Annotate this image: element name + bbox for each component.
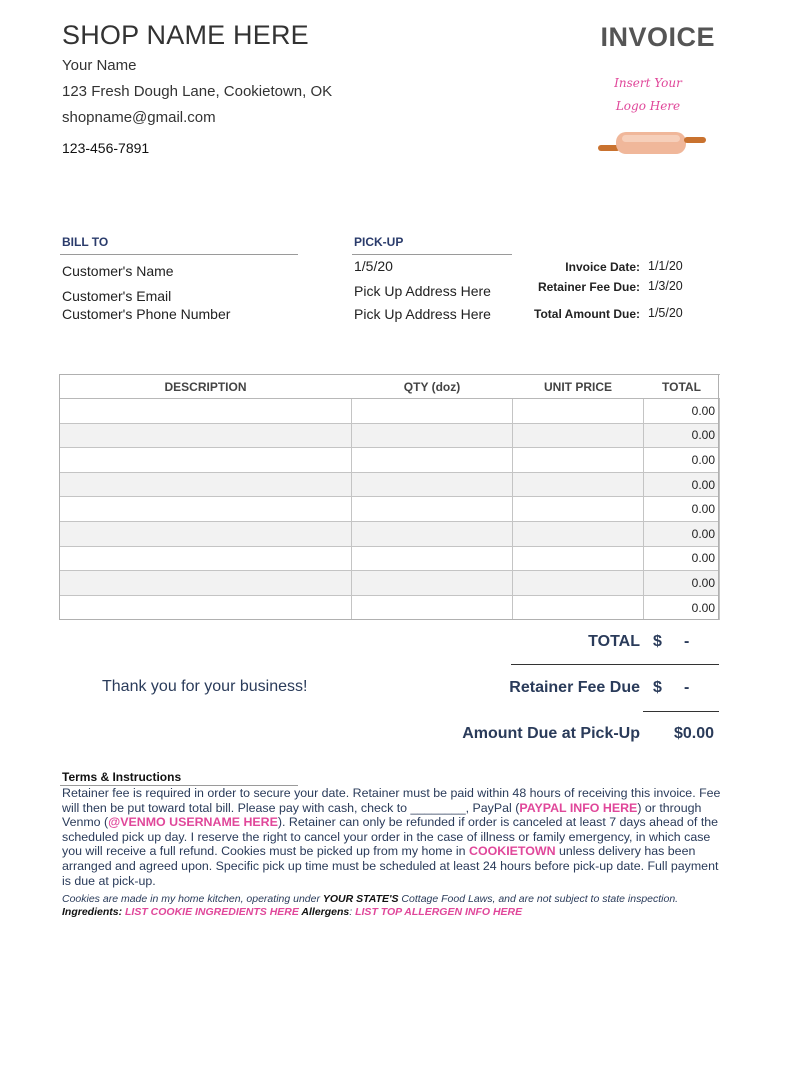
owner-name: Your Name	[62, 57, 137, 74]
col-header-unit-price: UNIT PRICE	[513, 375, 644, 399]
table-row	[60, 595, 720, 620]
terms-text-1: Retainer fee is required in order to secure your date. Retainer must be paid within 48 hours of receiving this invoice. Fee will then be put toward total bill. Please pay with cash, check to ________, PayPal (	[62, 786, 721, 815]
total-cell: 0.00	[644, 423, 720, 448]
unit-price-cell[interactable]	[513, 399, 644, 424]
terms-text-2: ) or through Venmo (	[62, 800, 702, 830]
qty-cell[interactable]	[352, 423, 513, 448]
unit-price-cell[interactable]	[513, 595, 644, 620]
table-row	[60, 448, 720, 473]
col-header-total: TOTAL	[644, 375, 720, 399]
cottage-food-line	[62, 893, 742, 906]
paypal-info: PAYPAL INFO HERE	[519, 800, 638, 815]
table-row	[60, 399, 720, 424]
state-name: YOUR STATE'S	[322, 893, 399, 905]
bill-to-rule	[60, 254, 298, 255]
town-name: COOKIETOWN	[469, 844, 556, 859]
invoice-date-value: 1/1/20	[648, 259, 683, 273]
shop-email: shopname@gmail.com	[62, 109, 216, 126]
retainer-rule	[643, 711, 719, 712]
total-cell: 0.00	[644, 571, 720, 596]
pickup-rule	[352, 254, 512, 255]
allergens-colon: :	[349, 906, 353, 918]
logo-text-line2: Logo Here	[615, 99, 681, 113]
amount-due-label: Amount Due at Pick-Up	[462, 725, 640, 742]
retainer-fee-currency: $	[653, 679, 662, 696]
venmo-username: @VENMO USERNAME HERE	[108, 815, 278, 830]
qty-cell[interactable]	[352, 521, 513, 546]
description-cell[interactable]	[60, 546, 352, 571]
unit-price-cell[interactable]	[513, 571, 644, 596]
customer-email: Customer's Email	[62, 288, 172, 304]
rolling-pin-icon	[598, 126, 710, 158]
table-row	[60, 472, 720, 497]
ingredients-label: Ingredients:	[62, 906, 123, 918]
total-due-value: 1/5/20	[648, 306, 683, 320]
pickup-address-1: Pick Up Address Here	[354, 283, 491, 299]
table-row	[60, 423, 720, 448]
unit-price-cell[interactable]	[513, 521, 644, 546]
pickup-address-2: Pick Up Address Here	[354, 306, 491, 322]
terms-body	[62, 786, 722, 888]
qty-cell[interactable]	[352, 448, 513, 473]
description-cell[interactable]	[60, 521, 352, 546]
description-cell[interactable]	[60, 399, 352, 424]
table-row	[60, 497, 720, 522]
description-cell[interactable]	[60, 423, 352, 448]
bill-to-label: BILL TO	[62, 235, 109, 249]
description-cell[interactable]	[60, 472, 352, 497]
items-table	[59, 374, 720, 620]
retainer-fee-label: Retainer Fee Due	[509, 679, 640, 696]
qty-cell[interactable]	[352, 571, 513, 596]
total-currency: $	[653, 633, 662, 650]
logo-text-line1: Insert Your	[614, 76, 682, 90]
unit-price-cell[interactable]	[513, 546, 644, 571]
terms-title: Terms & Instructions	[62, 770, 182, 784]
thank-you-message: Thank you for your business!	[102, 678, 308, 695]
cottage-food-notice	[62, 893, 742, 919]
invoice-title: INVOICE	[600, 22, 715, 52]
qty-cell[interactable]	[352, 472, 513, 497]
allergens-label: Allergens	[298, 906, 350, 918]
retainer-due-value: 1/3/20	[648, 279, 683, 293]
terms-text-3: ). Retainer can only be refunded if order is canceled at least 7 days ahead of the scheduled pick up day. I reserve the right to cancel your order in the case of illness or family emergency, in which case you will receive a full refund. Cookies must be picked up from my home in	[62, 815, 719, 859]
terms-text-4: unless delivery has been arranged and agreed upon. Specific pick up time must be scheduled at least 24 hours before pick-up date. Full payment is due at pick-up.	[62, 844, 719, 888]
retainer-fee-value: -	[684, 679, 690, 696]
footer-text-1: Cookies are made in my home kitchen, operating under	[62, 893, 323, 905]
footer-text-2: Cottage Food Laws, and are not subject to state inspection.	[398, 893, 679, 905]
qty-cell[interactable]	[352, 399, 513, 424]
col-header-qty: QTY (doz)	[352, 375, 513, 399]
col-header-description: DESCRIPTION	[60, 375, 352, 399]
description-cell[interactable]	[60, 571, 352, 596]
total-cell: 0.00	[644, 595, 720, 620]
unit-price-cell[interactable]	[513, 472, 644, 497]
shop-name: SHOP NAME HERE	[62, 20, 309, 50]
allergens-list: LIST TOP ALLERGEN INFO HERE	[352, 906, 523, 918]
total-value: -	[684, 633, 690, 650]
unit-price-cell[interactable]	[513, 497, 644, 522]
ingredients-line	[62, 906, 742, 919]
qty-cell[interactable]	[352, 595, 513, 620]
total-rule	[511, 664, 719, 665]
qty-cell[interactable]	[352, 546, 513, 571]
total-due-label: Total Amount Due:	[534, 307, 640, 321]
description-cell[interactable]	[60, 497, 352, 522]
qty-cell[interactable]	[352, 497, 513, 522]
description-cell[interactable]	[60, 448, 352, 473]
table-row	[60, 521, 720, 546]
table-header-row	[60, 375, 720, 399]
total-cell: 0.00	[644, 448, 720, 473]
pickup-label: PICK-UP	[354, 235, 404, 249]
total-cell: 0.00	[644, 472, 720, 497]
pickup-date: 1/5/20	[354, 258, 393, 274]
customer-phone: Customer's Phone Number	[62, 306, 231, 322]
retainer-due-label: Retainer Fee Due:	[537, 280, 640, 294]
invoice-date-label: Invoice Date:	[565, 260, 640, 274]
customer-name: Customer's Name	[62, 263, 174, 279]
table-row	[60, 571, 720, 596]
shop-phone: 123-456-7891	[62, 140, 150, 156]
shop-address: 123 Fresh Dough Lane, Cookietown, OK	[62, 83, 333, 100]
table-row	[60, 546, 720, 571]
total-cell: 0.00	[644, 546, 720, 571]
unit-price-cell[interactable]	[513, 448, 644, 473]
amount-due-value: $0.00	[674, 725, 715, 742]
total-cell: 0.00	[644, 399, 720, 424]
ingredients-list: LIST COOKIE INGREDIENTS HERE	[122, 906, 299, 918]
unit-price-cell[interactable]	[513, 423, 644, 448]
total-cell: 0.00	[644, 497, 720, 522]
total-cell: 0.00	[644, 521, 720, 546]
description-cell[interactable]	[60, 595, 352, 620]
total-label: TOTAL	[588, 633, 640, 650]
